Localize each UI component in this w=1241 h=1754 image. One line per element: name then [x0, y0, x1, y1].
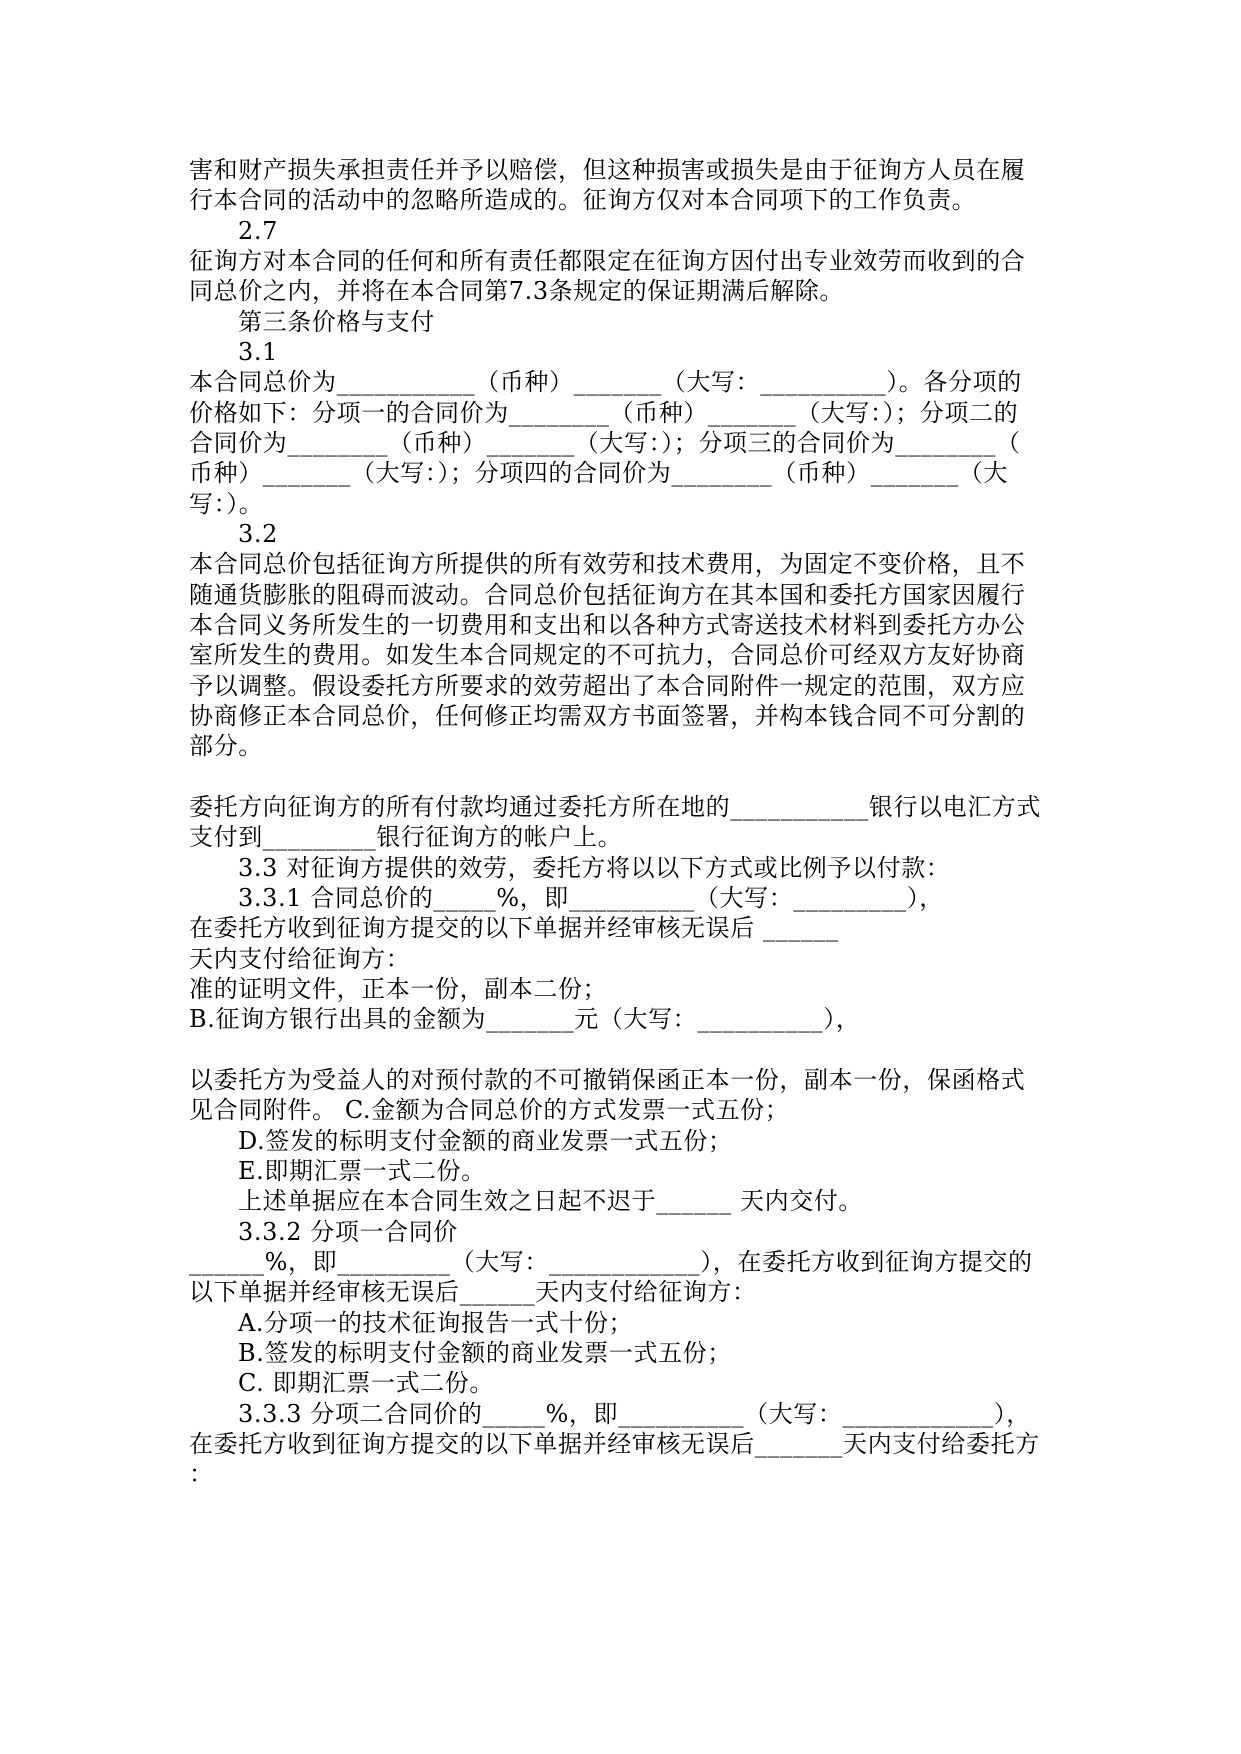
section-heading: 第三条价格与支付	[238, 308, 435, 336]
text-line: 本合同义务所发生的一切费用和支出和以各种方式寄送技术材料到委托方办公	[189, 611, 1026, 639]
text-line: 价格如下：分项一的合同价为________（币种）_______（大写：）；分项二的	[189, 399, 1019, 427]
text-line: D.签发的标明支付金额的商业发票一式五份；	[238, 1127, 733, 1155]
text-line: 室所发生的费用。如发生本合同规定的不可抗力，合同总价可经双方友好协商	[189, 641, 1026, 669]
clause-number: 2.7	[238, 217, 278, 245]
text-line: 行本合同的活动中的忽略所造成的。征询方仅对本合同项下的工作负责。	[189, 186, 977, 214]
text-line: 本合同总价为___________（币种）_______（大写：__________）。各分项的	[189, 368, 1022, 396]
text-line: 天内支付给征询方：	[189, 945, 411, 973]
text-line: B.签发的标明支付金额的商业发票一式五份；	[238, 1339, 732, 1367]
text-line: 支付到_________银行征询方的帐户上。	[189, 823, 623, 851]
text-line: 3.3.1 合同总价的_____%，即__________（大写：_________），	[238, 884, 944, 912]
text-line: 在委托方收到征询方提交的以下单据并经审核无误后_______天内支付给委托方	[189, 1430, 1040, 1458]
text-line: 部分。	[189, 732, 263, 760]
text-line: A.分项一的技术征询报告一式十份；	[238, 1309, 634, 1337]
text-line: ______%，即_________（大写：____________），在委托方收到征询方提交的	[189, 1248, 1033, 1276]
clause-number: 3.1	[238, 338, 278, 366]
text-line: 协商修正本合同总价，任何修正均需双方书面签署，并构本钱合同不可分割的	[189, 702, 1026, 730]
text-line: 征询方对本合同的任何和所有责任都限定在征询方因付出专业效劳而收到的合	[189, 247, 1026, 275]
text-line: C. 即期汇票一式二份。	[238, 1369, 494, 1397]
text-line: 以下单据并经审核无误后______天内支付给征询方：	[189, 1278, 757, 1306]
text-line: 3.3 对征询方提供的效劳，委托方将以以下方式或比例予以付款：	[238, 854, 951, 882]
text-line: B.征询方银行出具的金额为_______元（大写：__________），	[189, 1005, 861, 1033]
text-line: 委托方向征询方的所有付款均通过委托方所在地的___________银行以电汇方式	[189, 793, 1041, 821]
text-line: 以委托方为受益人的对预付款的不可撤销保函正本一份，副本一份，保函格式	[189, 1066, 1026, 1094]
text-line: 见合同附件。 C.金额为合同总价的方式发票一式五份；	[189, 1096, 790, 1124]
text-line: 合同价为________（币种）_______（大写：）；分项三的合同价为________（	[189, 429, 1021, 457]
text-line: 准的证明文件，正本一份，副本二份；	[189, 975, 608, 1003]
text-line: E.即期汇票一式二份。	[238, 1157, 486, 1185]
text-line: 本合同总价包括征询方所提供的所有效劳和技术费用，为固定不变价格，且不	[189, 550, 1026, 578]
text-line: 写：）。	[189, 490, 264, 518]
clause-number: 3.2	[238, 520, 278, 548]
text-line: 币种）_______（大写：）；分项四的合同价为________（币种）_______（大	[189, 459, 1008, 487]
text-line: 予以调整。假设委托方所要求的效劳超出了本合同附件一规定的范围，双方应	[189, 672, 1026, 700]
text-line: 3.3.2 分项一合同价	[238, 1218, 458, 1246]
text-line: 害和财产损失承担责任并予以赔偿，但这种损害或损失是由于征询方人员在履	[189, 156, 1026, 184]
text-line: 同总价之内，并将在本合同第7.3条规定的保证期满后解除。	[189, 277, 844, 305]
text-line: 3.3.3 分项二合同价的_____%，即__________（大写：____________），	[238, 1400, 1031, 1428]
text-line: 上述单据应在本合同生效之日起不迟于______ 天内交付。	[238, 1187, 864, 1215]
text-line: ：	[189, 1460, 214, 1488]
text-line: 随通货膨胀的阻碍而波动。合同总价包括征询方在其本国和委托方国家因履行	[189, 581, 1026, 609]
text-line: 在委托方收到征询方提交的以下单据并经审核无误后 ______	[189, 914, 839, 942]
